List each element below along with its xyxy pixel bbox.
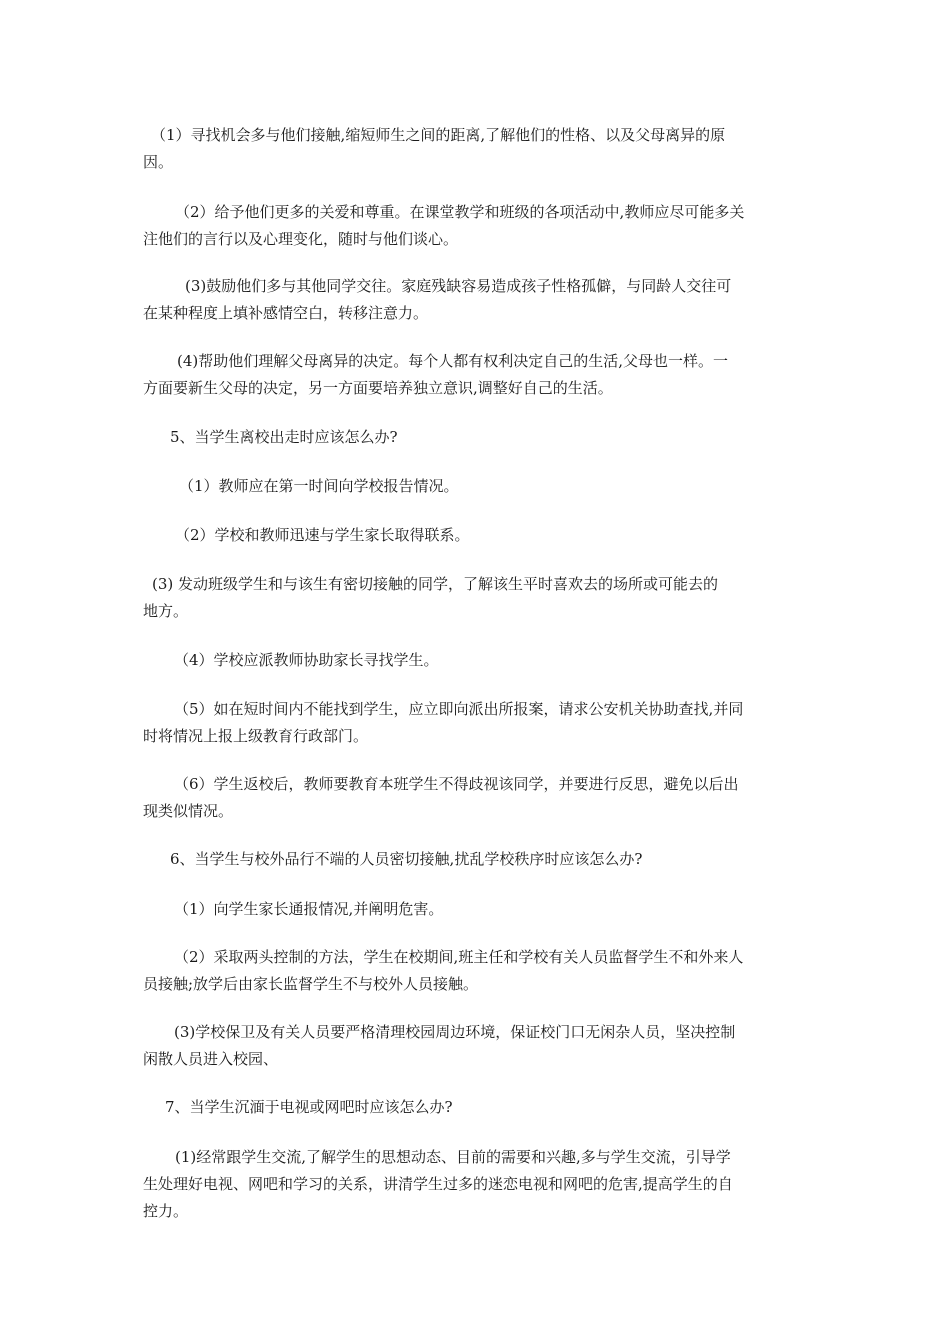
heading-7 [143, 1094, 811, 1121]
paragraph-5-5 [143, 696, 811, 750]
paragraph-6-1 [143, 896, 811, 923]
text-line: （2）学校和教师迅速与学生家长取得联系。 [175, 526, 470, 544]
text-line: 注他们的言行以及心理变化，随时与他们谈心。 [143, 230, 459, 248]
paragraph-1 [143, 122, 811, 176]
text-line: 时将情况上报上级教育行政部门。 [143, 727, 369, 745]
text-line: 现类似情况。 [143, 802, 234, 820]
text-line: 地方。 [143, 602, 189, 620]
text-line: (3)鼓励他们多与其他同学交往。家庭残缺容易造成孩子性格孤僻，与同龄人交往可 [185, 277, 732, 295]
paragraph-5-6 [143, 771, 811, 825]
text-line: （2）给予他们更多的关爱和尊重。在课堂教学和班级的各项活动中,教师应尽可能多关 [175, 203, 745, 221]
text-line: 5、当学生离校出走时应该怎么办? [170, 428, 398, 446]
paragraph-7-1 [143, 1144, 811, 1225]
text-line: 员接触;放学后由家长监督学生不与校外人员接触。 [143, 975, 479, 993]
text-line: （1）教师应在第一时间向学校报告情况。 [179, 477, 459, 495]
text-line: (4)帮助他们理解父母离异的决定。每个人都有权利决定自己的生活,父母也一样。一 [177, 352, 729, 370]
text-line: （4）学校应派教师协助家长寻找学生。 [174, 651, 439, 669]
text-line: 6、当学生与校外品行不端的人员密切接触,扰乱学校秩序时应该怎么办? [170, 850, 643, 868]
text-line: （5）如在短时间内不能找到学生，应立即向派出所报案，请求公安机关协助查找,并同 [174, 700, 744, 718]
paragraph-6-3 [143, 1019, 811, 1073]
paragraph-2 [143, 199, 811, 253]
paragraph-5-1 [143, 473, 811, 500]
text-line: 因。 [143, 153, 174, 171]
text-line: 控力。 [143, 1202, 189, 1220]
text-line: （6）学生返校后，教师要教育本班学生不得歧视该同学，并要进行反思，避免以后出 [174, 775, 739, 793]
text-line: (3)学校保卫及有关人员要严格清理校园周边环境，保证校门口无闲杂人员，坚决控制 [174, 1023, 736, 1041]
text-line: （1）向学生家长通报情况,并阐明危害。 [174, 900, 444, 918]
text-line: (3) 发动班级学生和与该生有密切接触的同学，了解该生平时喜欢去的场所或可能去的 [152, 575, 719, 593]
text-line: 方面要新生父母的决定，另一方面要培养独立意识,调整好自己的生活。 [143, 379, 613, 397]
paragraph-4 [143, 348, 811, 402]
text-line: 在某种程度上填补感情空白，转移注意力。 [143, 304, 429, 322]
text-line: （1）寻找机会多与他们接触,缩短师生之间的距离,了解他们的性格、以及父母离异的原 [151, 126, 726, 144]
paragraph-6-2 [143, 944, 811, 998]
text-line: 生处理好电视、网吧和学习的关系，讲清学生过多的迷恋电视和网吧的危害,提高学生的自 [143, 1175, 733, 1193]
heading-6 [143, 846, 811, 873]
paragraph-5-3 [143, 571, 811, 625]
text-line: (1)经常跟学生交流,了解学生的思想动态、目前的需要和兴趣,多与学生交流，引导学 [175, 1148, 731, 1166]
text-line: 闲散人员进入校园、 [143, 1050, 279, 1068]
paragraph-3 [143, 273, 811, 327]
heading-5 [143, 424, 811, 451]
paragraph-5-2 [143, 522, 811, 549]
paragraph-5-4 [143, 647, 811, 674]
text-line: （2）采取两头控制的方法，学生在校期间,班主任和学校有关人员监督学生不和外来人 [174, 948, 744, 966]
text-line: 7、当学生沉湎于电视或网吧时应该怎么办? [165, 1098, 453, 1116]
